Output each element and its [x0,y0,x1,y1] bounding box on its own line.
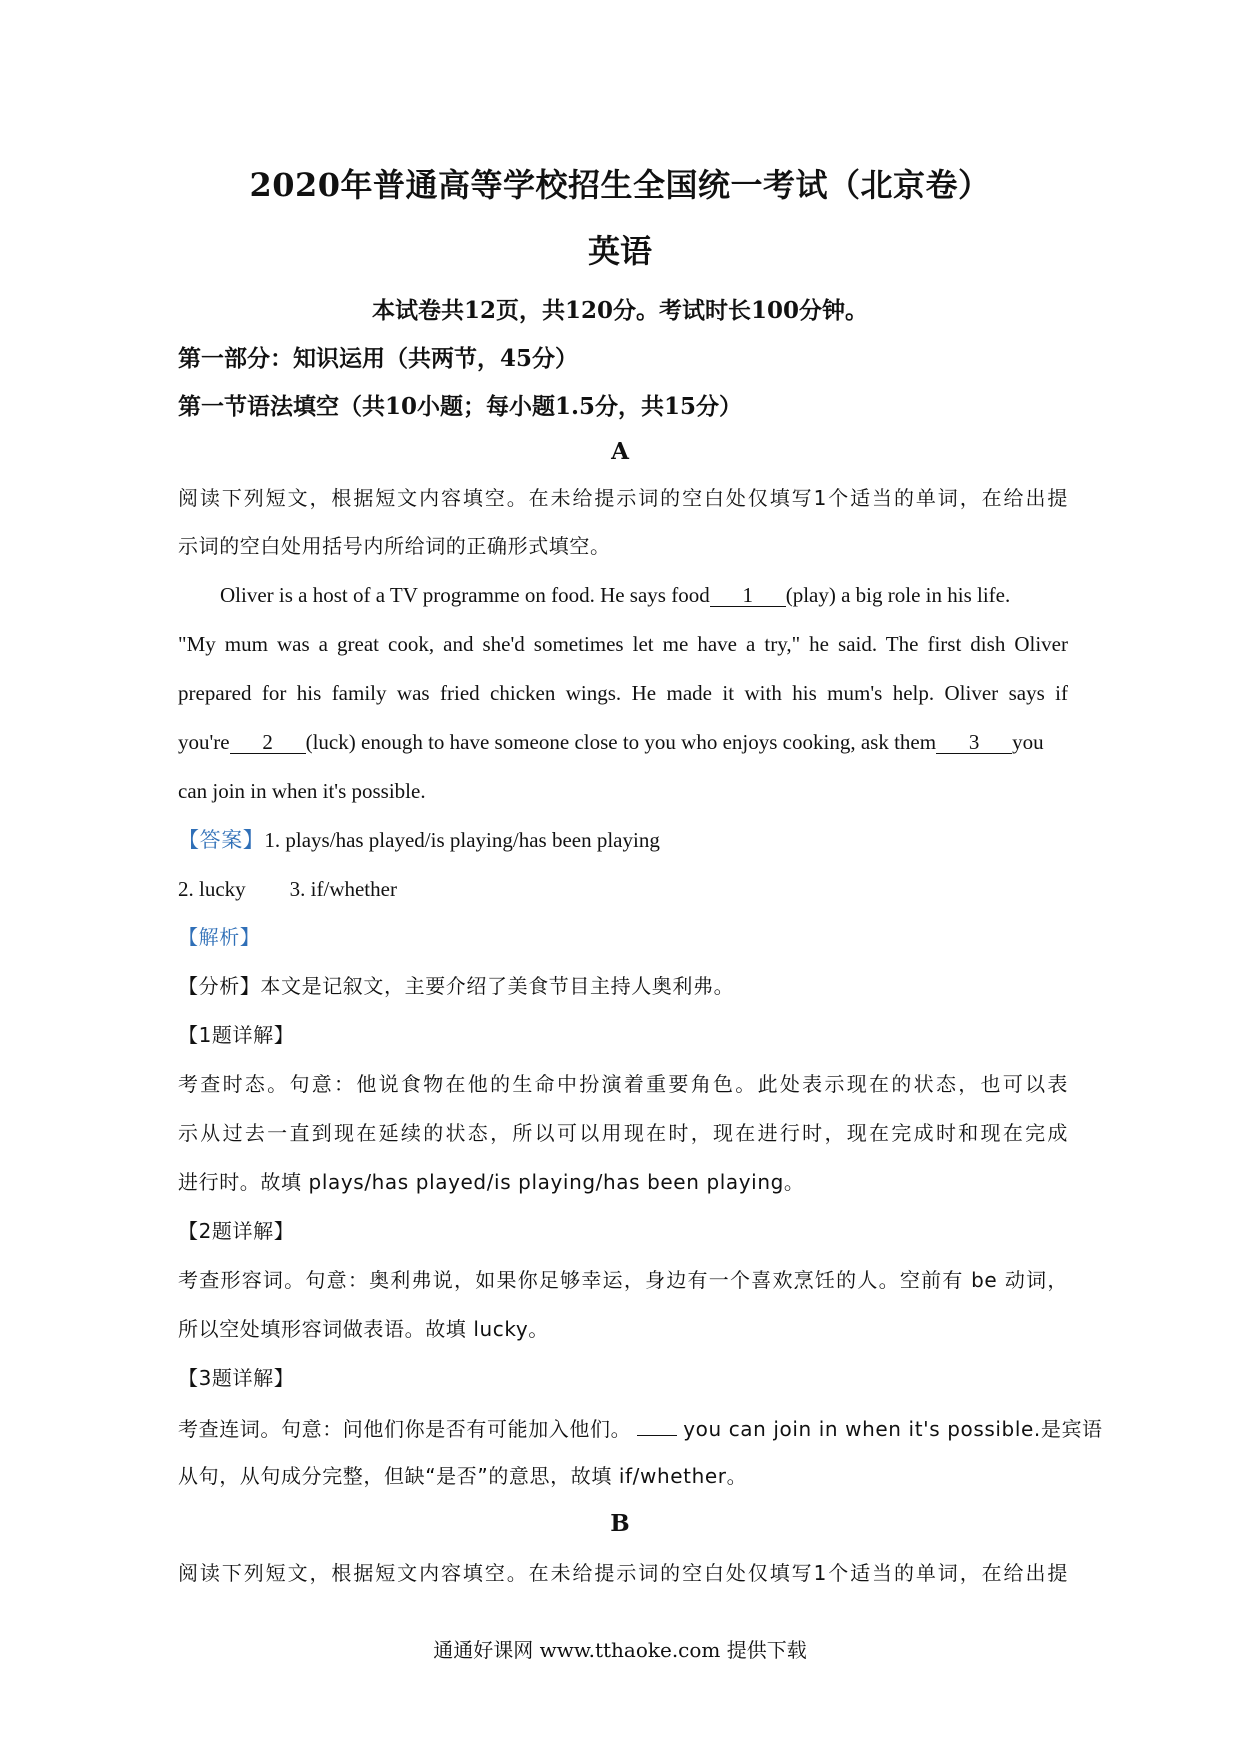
answer-text: 3. if/whether [289,877,397,901]
passage-a-paragraph-line: can join in when it's possible. [178,779,426,803]
page-footer: 通通好课网 www.tthaoke.com 提供下载 [433,1638,807,1662]
answer-tag: 【答案】 [178,828,265,852]
passage-text: Oliver is a host of a TV programme on food. He says food [220,583,710,607]
passage-text: you're [178,730,230,754]
q3-detail-line [178,1413,1103,1443]
answer-text: 1. plays/has played/is playing/has been playing [264,828,660,852]
q1-detail-line: 进行时。故填 plays/has played/is playing/has been playing。 [178,1170,805,1194]
passage-a-letter: A [611,438,629,465]
passage-a-paragraph-line: prepared for his family was fried chicken wings. He made it with his mum's help. Oliver says if [178,681,1068,705]
passage-a-instruction-line: 阅读下列短文，根据短文内容填空。在未给提示词的空白处仅填写1个适当的单词，在给出提 [178,486,1068,510]
q3-text: 考查连词。句意：问他们你是否有可能加入他们。 [178,1417,632,1441]
blank-2: 2 [230,731,306,754]
passage-text: (luck) enough to have someone close to you who enjoys cooking, ask them [305,730,937,754]
q1-detail-line: 考查时态。句意：他说食物在他的生命中扮演着重要角色。此处表示现在的状态，也可以表 [178,1072,1068,1096]
exam-info: 本试卷共12页，共120分。考试时长100分钟。 [371,297,869,324]
q3-detail-line: 从句，从句成分完整，但缺“是否”的意思，故填 if/whether。 [178,1464,748,1488]
page-title: 2020年普通高等学校招生全国统一考试（北京卷） [249,166,991,204]
blank-1: 1 [710,584,786,607]
subject-title: 英语 [587,232,652,270]
answer-text: 2. lucky [178,877,246,901]
passage-a-paragraph-line [178,728,1068,756]
analysis-tag: 【解析】 [178,925,261,949]
q3-heading: 【3题详解】 [178,1366,295,1390]
answer-line [178,826,1068,854]
q1-heading: 【1题详解】 [178,1023,295,1047]
blank-3: 3 [936,731,1012,754]
passage-b-instruction-line: 阅读下列短文，根据短文内容填空。在未给提示词的空白处仅填写1个适当的单词，在给出提 [178,1561,1068,1585]
q2-detail-line: 所以空处填形容词做表语。故填 lucky。 [178,1317,549,1341]
analysis-summary [178,972,1068,1000]
q3-text: you can join in when it's possible.是宾语 [683,1417,1103,1441]
summary-tag: 【分析】 [178,974,261,998]
passage-a-paragraph-line: "My mum was a great cook, and she'd sometimes let me have a try," he said. The first dish Oliver [178,632,1068,656]
subsection-heading: 第一节语法填空（共10小题；每小题1.5分，共15分） [178,393,743,420]
q2-detail-line: 考查形容词。句意：奥利弗说，如果你足够幸运，身边有一个喜欢烹饪的人。空前有 be 动词， [178,1268,1068,1292]
q2-heading: 【2题详解】 [178,1219,295,1243]
passage-b-letter: B [610,1510,630,1537]
summary-text: 本文是记叙文，主要介绍了美食节目主持人奥利弗。 [260,974,735,998]
part-heading: 第一部分：知识运用（共两节，45分） [178,345,579,372]
passage-text: (play) a big role in his life. [785,583,1011,607]
passage-a-paragraph-line [220,581,1068,609]
passage-text: you [1012,730,1044,754]
q3-blank [637,1413,677,1436]
passage-a-instruction-line: 示词的空白处用括号内所给词的正确形式填空。 [178,534,611,558]
q1-detail-line: 示从过去一直到现在延续的状态，所以可以用现在时，现在进行时，现在完成时和现在完成 [178,1121,1068,1145]
answer-line [178,875,1068,903]
